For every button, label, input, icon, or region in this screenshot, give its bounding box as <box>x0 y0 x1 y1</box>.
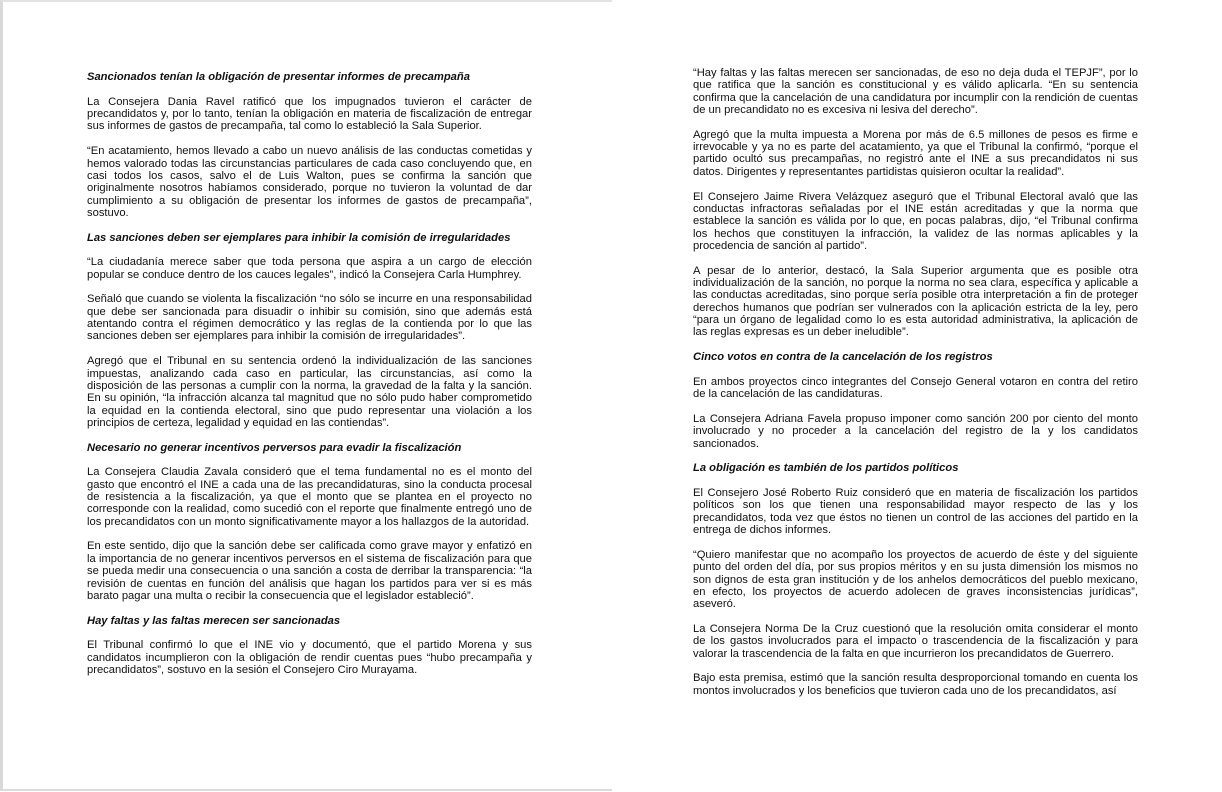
paragraph: Agregó que la multa impuesta a Morena por más de 6.5 millones de pesos es firme e irrevocable y ya no es parte del acatamiento, ya que el Tribunal la confirmó, “porque el partido ocultó sus precampañas, no registró ante el INE a sus precandidatos ni sus datos. Dirigentes y representantes partidistas quisieron ocultar la realidad”. <box>693 128 1138 178</box>
section-heading: La obligación es también de los partidos políticos <box>693 462 959 475</box>
paragraph: “La ciudadanía merece saber que toda persona que aspira a un cargo de elección popular se conduce dentro de los cauces legales”, indicó la Consejera Carla Humphrey. <box>87 256 532 281</box>
paragraph: El Consejero Jaime Rivera Velázquez aseguró que el Tribunal Electoral avaló que las conductas infractoras señaladas por el INE están acreditadas y que la norma que establece la sanción es válida por lo que, en pocas palabras, dijo, “el Tribunal confirma los hechos que constituyen la infracción, la validez de las normas aplicables y la procedencia de sanción al partido”. <box>693 190 1138 252</box>
section-heading: Las sanciones deben ser ejemplares para inhibir la comisión de irregularidades <box>87 231 511 244</box>
paragraph: La Consejera Adriana Favela propuso imponer como sanción 200 por ciento del monto involucrado y no proceder a la cancelación del registro de la y los candidatos sancionados. <box>693 412 1138 450</box>
paragraph: El Consejero José Roberto Ruiz consideró que en materia de fiscalización los partidos políticos son los que tienen una responsabilidad mayor respecto de las y los precandidatos, toda vez que éstos no tienen un control de las acciones del partido en la entrega de dichos informes. <box>693 487 1138 537</box>
paragraph: Señaló que cuando se violenta la fiscalización “no sólo se incurre en una responsabilidad que debe ser sancionada para disuadir o inhibir su comisión, sino que además está atentando contra el régimen democrático y las reglas de la contienda por lo que las sanciones deben ser ejemplares para inhibir la comisión de irregularidades”. <box>87 293 532 343</box>
paragraph: La Consejera Claudia Zavala consideró que el tema fundamental no es el monto del gasto que encontró el INE a cada una de las precandidaturas, sino la conducta procesal de resistencia a la fiscalización, ya que el monto que se plantea en el proyecto no corresponde con la realidad, como sucedió con el reporte que finalmente entregó uno de los precandidatos con un monto significativamente mayor a los hallazgos de la autoridad. <box>87 466 532 528</box>
section-heading: Hay faltas y las faltas merecen ser sancionadas <box>87 614 341 627</box>
section-heading: Cinco votos en contra de la cancelación de los registros <box>693 351 993 364</box>
section-heading: Necesario no generar incentivos perversos para evadir la fiscalización <box>87 441 462 454</box>
paragraph: En este sentido, dijo que la sanción debe ser calificada como grave mayor y enfatizó en la importancia de no generar incentivos perversos en el sistema de fiscalización para que se pueda medir una consecuencia o una sanción a costa de derribar la transparencia: “la revisión de cuentas en función del análisis que hagan los partidos para ver si es más barato pagar una multa o recibir la consecuencia que el legislador estableció”. <box>87 540 532 602</box>
page-left-text-column <box>87 71 532 689</box>
paragraph: Bajo esta premisa, estimó que la sanción resulta desproporcional tomando en cuenta los montos involucrados y los beneficios que tuvieron cada uno de los precandidatos, así <box>693 672 1138 697</box>
paragraph: “En acatamiento, hemos llevado a cabo un nuevo análisis de las conductas cometidas y hemos valorado todas las circunstancias particulares de cada caso concluyendo que, en casi todos los casos, salvo el de Luis Walton, pues se confirma la sanción que originalmente nosotros habíamos considerado, porque no tuvieron la voluntad de dar cumplimiento a su obligación de presentar los informes de gastos de precampaña”, sostuvo. <box>87 145 532 219</box>
page-right-text-column <box>693 67 1138 709</box>
paragraph: En ambos proyectos cinco integrantes del Consejo General votaron en contra del retiro de la cancelación de las candidaturas. <box>693 375 1138 401</box>
paragraph: La Consejera Norma De la Cruz cuestionó que la resolución omita considerar el monto de los gastos involucrados para el impacto o trascendencia de la fiscalización y para valorar la trascendencia de la falta en que incurrieron los precandidatos de Guerrero. <box>693 622 1138 660</box>
paragraph: Agregó que el Tribunal en su sentencia ordenó la individualización de las sanciones impuestas, analizando cada caso en particular, las circunstancias, así como la disposición de las personas a cumplir con la norma, la gravedad de la falta y la sanción. En su opinión, “la infracción alcanza tal magnitud que no sólo pudo haber comprometido la equidad en la contienda electoral, sino que pudo representar una violación a los principios de certeza, legalidad y equidad en las contiendas”. <box>87 355 532 429</box>
paragraph: “Hay faltas y las faltas merecen ser sancionadas, de eso no deja duda el TEPJF”, por lo que ratifica que la sanción es constitucional y es válido aplicarla. “En su sentencia confirma que la cancelación de una candidatura por incumplir con la rendición de cuentas de un precandidato no es excesiva ni lesiva del derecho”. <box>693 67 1138 117</box>
paragraph: A pesar de lo anterior, destacó, la Sala Superior argumenta que es posible otra individualización de la sanción, no porque la norma no sea clara, específica y aplicable a las conductas acreditadas, sino porque sería posible otra interpretación a fin de proteger derechos humanos que podrían ser vulnerados con la aplicación estricta de la ley, pero “para un órgano de legalidad como lo es esta autoridad administrativa, la aplicación de las reglas expresas es un deber ineludible”. <box>693 264 1138 339</box>
paragraph: El Tribunal confirmó lo que el INE vio y documentó, que el partido Morena y sus candidatos incumplieron con la obligación de rendir cuentas pues “hubo precampaña y precandidatos”, sostuvo en la sesión el Consejero Ciro Murayama. <box>87 639 532 677</box>
document-page-right <box>614 0 1222 792</box>
paragraph: “Quiero manifestar que no acompaño los proyectos de acuerdo de éste y del siguiente punto del orden del día, por sus propios méritos y en su justa dimensión los mismos no son dignos de esta gran institución y de los anhelos democráticos del pueblo mexicano, en efecto, los proyectos de acuerdo adolecen de graves inconsistencias jurídicas”, aseveró. <box>693 548 1138 611</box>
paragraph: La Consejera Dania Ravel ratificó que los impugnados tuvieron el carácter de precandidatos y, por lo tanto, tenían la obligación en materia de fiscalización de entregar sus informes de gastos de precampaña, tal como lo estableció la Sala Superior. <box>87 95 532 133</box>
section-heading: Sancionados tenían la obligación de presentar informes de precampaña <box>87 71 470 83</box>
